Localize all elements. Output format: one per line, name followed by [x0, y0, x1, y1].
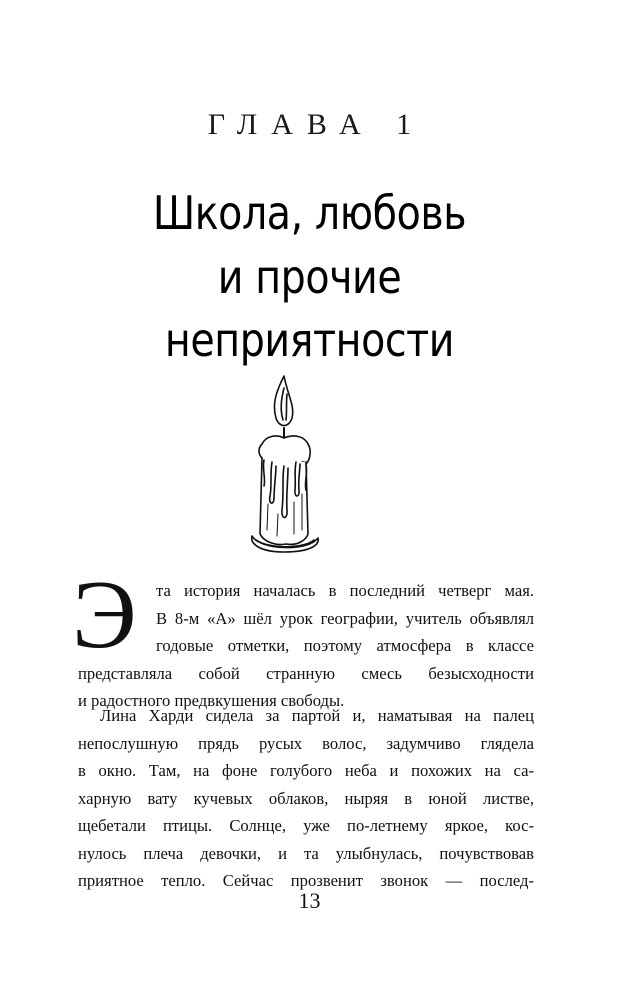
text-line: Лина Харди сидела за партой и, наматывая на палец [100, 706, 534, 725]
paragraph-1 [78, 577, 534, 715]
text-line: та история началась в последний четверг мая. [156, 581, 534, 600]
text-line: в окно. Там, на фоне голубого неба и похожих на са- [78, 761, 534, 780]
chapter-label: ГЛАВА 1 [207, 108, 426, 141]
chapter-title-line-3: неприятности [164, 313, 455, 367]
text-line: непослушную прядь русых волос, задумчиво глядела [78, 733, 534, 753]
chapter-title-line-1: Школа, любовь [152, 186, 467, 240]
text-line: нулось плеча девочки, и та улыбнулась, почувствовав [78, 843, 534, 863]
drop-cap: Э [72, 561, 137, 669]
paragraph-2 [78, 702, 534, 895]
page-number: 13 [298, 888, 321, 913]
chapter-title-line-2: и прочие [217, 250, 402, 304]
text-line: щебетали птицы. Солнце, уже по-летнему яркое, кос- [78, 816, 534, 835]
text-line: и радостного предвкушения свободы. [78, 691, 345, 710]
candle-icon [236, 374, 332, 554]
text-line: представляла собой странную смесь безысходности [78, 663, 534, 683]
text-line: В 8-м «А» шёл урок географии, учитель объявлял [156, 608, 534, 628]
text-line: годовые отметки, поэтому атмосфера в классе [156, 636, 534, 655]
text-line: приятное тепло. Сейчас прозвенит звонок — послед- [78, 871, 534, 890]
text-line: харную вату кучевых облаков, ныряя в юной листве, [78, 788, 534, 808]
